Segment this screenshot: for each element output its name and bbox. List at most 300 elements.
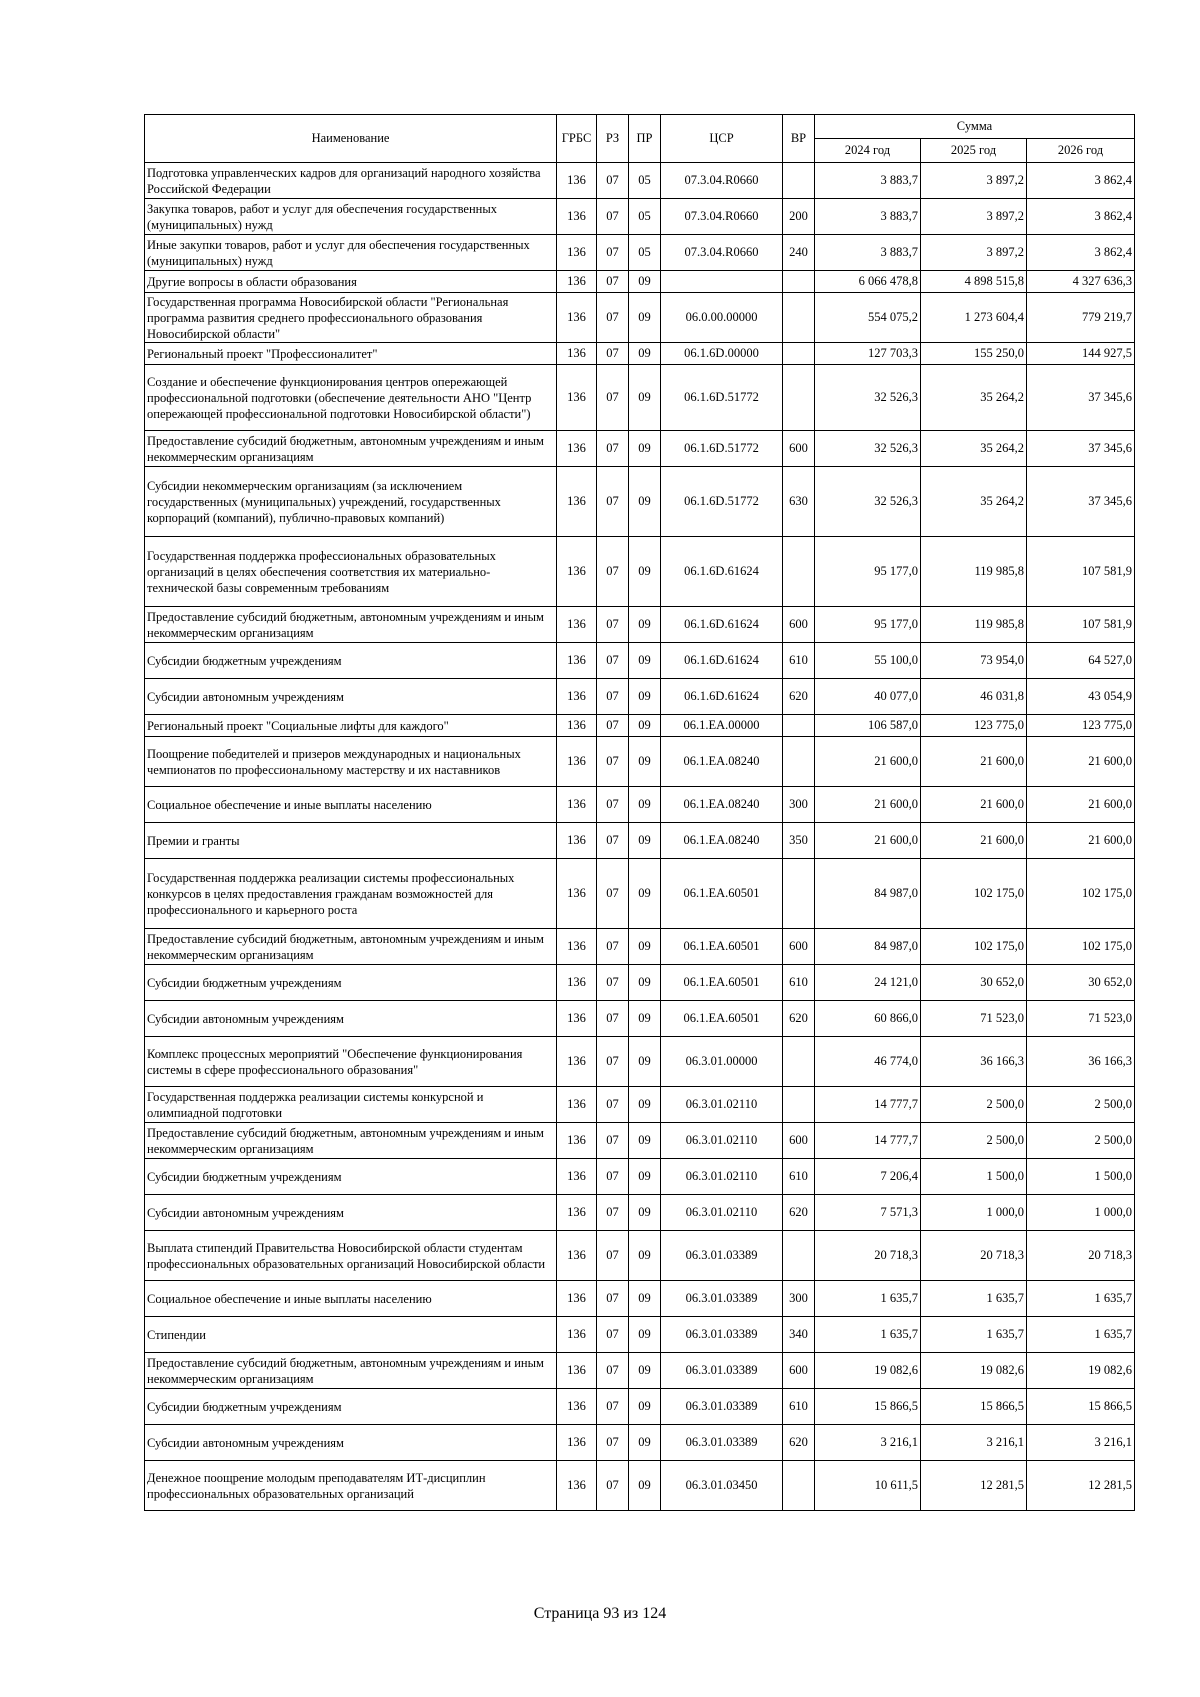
cell-name: Субсидии автономным учреждениям	[145, 679, 557, 715]
cell-pr: 09	[629, 1317, 661, 1353]
cell-sum-2026: 107 581,9	[1027, 607, 1135, 643]
cell-sum-2024: 21 600,0	[815, 737, 921, 787]
cell-sum-2025: 21 600,0	[921, 737, 1027, 787]
header-pr: ПР	[629, 115, 661, 163]
cell-sum-2025: 102 175,0	[921, 859, 1027, 929]
cell-grbs: 136	[557, 1281, 597, 1317]
cell-name: Предоставление субсидий бюджетным, автономным учреждениям и иным некоммерческим организациям	[145, 1123, 557, 1159]
cell-sum-2025: 20 718,3	[921, 1231, 1027, 1281]
cell-sum-2026: 1 000,0	[1027, 1195, 1135, 1231]
cell-sum-2024: 84 987,0	[815, 859, 921, 929]
cell-grbs: 136	[557, 537, 597, 607]
cell-pr: 09	[629, 1353, 661, 1389]
cell-name: Субсидии автономным учреждениям	[145, 1425, 557, 1461]
cell-name: Стипендии	[145, 1317, 557, 1353]
cell-rz: 07	[597, 643, 629, 679]
cell-sum-2025: 1 635,7	[921, 1281, 1027, 1317]
header-sum: Сумма	[815, 115, 1135, 139]
cell-vr: 600	[783, 1353, 815, 1389]
cell-name: Субсидии бюджетным учреждениям	[145, 1389, 557, 1425]
cell-sum-2024: 7 206,4	[815, 1159, 921, 1195]
cell-vr: 610	[783, 1159, 815, 1195]
cell-csr: 06.3.01.03389	[661, 1389, 783, 1425]
cell-sum-2026: 779 219,7	[1027, 293, 1135, 343]
cell-name: Субсидии бюджетным учреждениям	[145, 965, 557, 1001]
cell-grbs: 136	[557, 1231, 597, 1281]
cell-grbs: 136	[557, 163, 597, 199]
cell-pr: 09	[629, 823, 661, 859]
cell-name: Региональный проект "Социальные лифты для каждого"	[145, 715, 557, 737]
cell-sum-2026: 12 281,5	[1027, 1461, 1135, 1511]
cell-grbs: 136	[557, 859, 597, 929]
table-body	[145, 163, 1135, 1511]
cell-name: Субсидии некоммерческим организациям (за исключением государственных (муниципальных) учреждений, государственных корпораций (компаний), публично-правовых компаний)	[145, 467, 557, 537]
cell-sum-2026: 3 862,4	[1027, 199, 1135, 235]
cell-sum-2025: 1 273 604,4	[921, 293, 1027, 343]
cell-grbs: 136	[557, 235, 597, 271]
page-number: Страница 93 из 124	[533, 1605, 667, 1622]
cell-pr: 09	[629, 737, 661, 787]
cell-csr: 06.1.6D.00000	[661, 343, 783, 365]
cell-sum-2024: 21 600,0	[815, 823, 921, 859]
budget-table	[144, 114, 1135, 1511]
header-name: Наименование	[145, 115, 557, 163]
cell-rz: 07	[597, 1159, 629, 1195]
cell-vr: 300	[783, 1281, 815, 1317]
cell-sum-2025: 30 652,0	[921, 965, 1027, 1001]
cell-pr: 09	[629, 1195, 661, 1231]
cell-sum-2025: 3 897,2	[921, 235, 1027, 271]
cell-pr: 09	[629, 1001, 661, 1037]
cell-csr: 07.3.04.R0660	[661, 199, 783, 235]
cell-csr: 06.1.6D.61624	[661, 643, 783, 679]
table-row	[145, 679, 1135, 715]
cell-pr: 09	[629, 859, 661, 929]
cell-sum-2024: 60 866,0	[815, 1001, 921, 1037]
cell-sum-2025: 12 281,5	[921, 1461, 1027, 1511]
table-row	[145, 1195, 1135, 1231]
cell-rz: 07	[597, 537, 629, 607]
cell-sum-2025: 21 600,0	[921, 787, 1027, 823]
table-row	[145, 737, 1135, 787]
table-row	[145, 823, 1135, 859]
cell-sum-2026: 4 327 636,3	[1027, 271, 1135, 293]
cell-grbs: 136	[557, 929, 597, 965]
table-row	[145, 163, 1135, 199]
cell-vr: 610	[783, 1389, 815, 1425]
cell-vr: 620	[783, 1001, 815, 1037]
cell-name: Государственная поддержка реализации системы профессиональных конкурсов в целях предоставления гражданам возможностей для профессионального и карьерного роста	[145, 859, 557, 929]
cell-sum-2025: 102 175,0	[921, 929, 1027, 965]
cell-sum-2025: 71 523,0	[921, 1001, 1027, 1037]
table-row	[145, 715, 1135, 737]
cell-rz: 07	[597, 679, 629, 715]
cell-csr: 06.3.01.00000	[661, 1037, 783, 1087]
cell-csr: 06.3.01.02110	[661, 1087, 783, 1123]
cell-sum-2026: 15 866,5	[1027, 1389, 1135, 1425]
cell-sum-2025: 35 264,2	[921, 365, 1027, 431]
cell-name: Предоставление субсидий бюджетным, автономным учреждениям и иным некоммерческим организациям	[145, 929, 557, 965]
cell-sum-2024: 554 075,2	[815, 293, 921, 343]
cell-sum-2025: 35 264,2	[921, 431, 1027, 467]
cell-grbs: 136	[557, 1461, 597, 1511]
cell-grbs: 136	[557, 715, 597, 737]
cell-vr: 340	[783, 1317, 815, 1353]
cell-rz: 07	[597, 1087, 629, 1123]
cell-sum-2025: 4 898 515,8	[921, 271, 1027, 293]
cell-csr: 06.1.EA.60501	[661, 965, 783, 1001]
cell-rz: 07	[597, 737, 629, 787]
cell-vr: 620	[783, 1195, 815, 1231]
cell-sum-2025: 15 866,5	[921, 1389, 1027, 1425]
cell-pr: 09	[629, 965, 661, 1001]
cell-name: Региональный проект "Профессионалитет"	[145, 343, 557, 365]
cell-rz: 07	[597, 823, 629, 859]
cell-csr: 06.3.01.02110	[661, 1195, 783, 1231]
cell-csr: 06.1.6D.51772	[661, 431, 783, 467]
cell-sum-2024: 21 600,0	[815, 787, 921, 823]
cell-csr: 06.1.EA.08240	[661, 787, 783, 823]
cell-sum-2026: 144 927,5	[1027, 343, 1135, 365]
cell-pr: 09	[629, 607, 661, 643]
cell-pr: 09	[629, 1087, 661, 1123]
cell-name: Подготовка управленческих кадров для организаций народного хозяйства Российской Федерации	[145, 163, 557, 199]
cell-grbs: 136	[557, 431, 597, 467]
cell-csr: 06.1.6D.61624	[661, 607, 783, 643]
cell-name: Государственная поддержка профессиональных образовательных организаций в целях обеспечения соответствия их материально-технической базы современным требованиям	[145, 537, 557, 607]
cell-vr	[783, 343, 815, 365]
cell-rz: 07	[597, 1353, 629, 1389]
cell-pr: 09	[629, 467, 661, 537]
cell-rz: 07	[597, 929, 629, 965]
cell-csr: 06.3.01.03389	[661, 1353, 783, 1389]
cell-sum-2024: 32 526,3	[815, 431, 921, 467]
cell-sum-2025: 155 250,0	[921, 343, 1027, 365]
header-year-2025: 2025 год	[921, 139, 1027, 163]
cell-sum-2026: 21 600,0	[1027, 823, 1135, 859]
table-row	[145, 965, 1135, 1001]
table-row	[145, 1353, 1135, 1389]
cell-rz: 07	[597, 1389, 629, 1425]
table-header	[145, 115, 1135, 163]
cell-csr: 06.1.EA.08240	[661, 737, 783, 787]
table-row	[145, 199, 1135, 235]
cell-rz: 07	[597, 365, 629, 431]
table-row	[145, 365, 1135, 431]
cell-sum-2025: 73 954,0	[921, 643, 1027, 679]
cell-sum-2026: 102 175,0	[1027, 929, 1135, 965]
cell-sum-2024: 3 883,7	[815, 235, 921, 271]
header-csr: ЦСР	[661, 115, 783, 163]
cell-pr: 09	[629, 271, 661, 293]
cell-csr: 07.3.04.R0660	[661, 235, 783, 271]
table-row	[145, 787, 1135, 823]
cell-sum-2025: 119 985,8	[921, 537, 1027, 607]
cell-sum-2024: 32 526,3	[815, 365, 921, 431]
cell-rz: 07	[597, 859, 629, 929]
cell-vr	[783, 365, 815, 431]
cell-sum-2026: 2 500,0	[1027, 1087, 1135, 1123]
cell-sum-2026: 64 527,0	[1027, 643, 1135, 679]
cell-csr: 06.1.EA.08240	[661, 823, 783, 859]
cell-sum-2024: 95 177,0	[815, 537, 921, 607]
cell-vr: 600	[783, 1123, 815, 1159]
cell-grbs: 136	[557, 1159, 597, 1195]
cell-rz: 07	[597, 271, 629, 293]
cell-csr: 06.3.01.03389	[661, 1425, 783, 1461]
cell-csr: 06.1.EA.00000	[661, 715, 783, 737]
cell-sum-2024: 106 587,0	[815, 715, 921, 737]
cell-grbs: 136	[557, 607, 597, 643]
cell-grbs: 136	[557, 965, 597, 1001]
table-row	[145, 537, 1135, 607]
cell-grbs: 136	[557, 293, 597, 343]
cell-pr: 05	[629, 163, 661, 199]
cell-sum-2026: 21 600,0	[1027, 737, 1135, 787]
cell-pr: 05	[629, 199, 661, 235]
cell-sum-2025: 36 166,3	[921, 1037, 1027, 1087]
cell-vr	[783, 163, 815, 199]
cell-vr: 200	[783, 199, 815, 235]
cell-name: Субсидии бюджетным учреждениям	[145, 1159, 557, 1195]
cell-pr: 09	[629, 1425, 661, 1461]
cell-grbs: 136	[557, 467, 597, 537]
cell-sum-2025: 19 082,6	[921, 1353, 1027, 1389]
cell-name: Премии и гранты	[145, 823, 557, 859]
table-row	[145, 643, 1135, 679]
cell-csr: 06.3.01.02110	[661, 1159, 783, 1195]
cell-sum-2024: 95 177,0	[815, 607, 921, 643]
cell-name: Социальное обеспечение и иные выплаты населению	[145, 787, 557, 823]
cell-sum-2026: 37 345,6	[1027, 365, 1135, 431]
cell-sum-2025: 2 500,0	[921, 1123, 1027, 1159]
cell-sum-2024: 20 718,3	[815, 1231, 921, 1281]
cell-vr	[783, 537, 815, 607]
cell-rz: 07	[597, 1123, 629, 1159]
table-row	[145, 859, 1135, 929]
cell-name: Государственная поддержка реализации системы конкурсной и олимпиадной подготовки	[145, 1087, 557, 1123]
header-year-2026: 2026 год	[1027, 139, 1135, 163]
table-row	[145, 1037, 1135, 1087]
cell-sum-2026: 20 718,3	[1027, 1231, 1135, 1281]
cell-name: Субсидии автономным учреждениям	[145, 1195, 557, 1231]
cell-pr: 09	[629, 643, 661, 679]
cell-sum-2026: 102 175,0	[1027, 859, 1135, 929]
cell-grbs: 136	[557, 823, 597, 859]
cell-rz: 07	[597, 607, 629, 643]
cell-vr: 300	[783, 787, 815, 823]
cell-csr: 06.1.6D.51772	[661, 467, 783, 537]
cell-sum-2024: 55 100,0	[815, 643, 921, 679]
cell-name: Предоставление субсидий бюджетным, автономным учреждениям и иным некоммерческим организациям	[145, 1353, 557, 1389]
cell-csr: 06.3.01.03389	[661, 1231, 783, 1281]
cell-sum-2024: 14 777,7	[815, 1123, 921, 1159]
cell-vr: 240	[783, 235, 815, 271]
cell-sum-2024: 40 077,0	[815, 679, 921, 715]
cell-vr	[783, 1087, 815, 1123]
cell-vr	[783, 715, 815, 737]
cell-sum-2026: 3 862,4	[1027, 163, 1135, 199]
cell-pr: 09	[629, 1231, 661, 1281]
cell-sum-2025: 123 775,0	[921, 715, 1027, 737]
cell-grbs: 136	[557, 1037, 597, 1087]
cell-sum-2025: 3 897,2	[921, 163, 1027, 199]
cell-grbs: 136	[557, 643, 597, 679]
table-row	[145, 1231, 1135, 1281]
table-row	[145, 271, 1135, 293]
table-row	[145, 1281, 1135, 1317]
cell-sum-2025: 3 216,1	[921, 1425, 1027, 1461]
cell-name: Комплекс процессных мероприятий "Обеспечение функционирования системы в сфере профессионального образования"	[145, 1037, 557, 1087]
cell-sum-2024: 7 571,3	[815, 1195, 921, 1231]
cell-rz: 07	[597, 431, 629, 467]
cell-csr: 06.1.6D.51772	[661, 365, 783, 431]
cell-vr	[783, 293, 815, 343]
cell-csr: 07.3.04.R0660	[661, 163, 783, 199]
table-row	[145, 607, 1135, 643]
table-row	[145, 293, 1135, 343]
cell-sum-2024: 3 216,1	[815, 1425, 921, 1461]
cell-csr: 06.3.01.03389	[661, 1281, 783, 1317]
cell-pr: 09	[629, 365, 661, 431]
cell-sum-2026: 36 166,3	[1027, 1037, 1135, 1087]
cell-sum-2024: 32 526,3	[815, 467, 921, 537]
cell-vr: 620	[783, 679, 815, 715]
cell-csr: 06.1.6D.61624	[661, 679, 783, 715]
cell-sum-2024: 6 066 478,8	[815, 271, 921, 293]
cell-name: Выплата стипендий Правительства Новосибирской области студентам профессиональных образовательных организаций Новосибирской области	[145, 1231, 557, 1281]
cell-sum-2026: 37 345,6	[1027, 431, 1135, 467]
cell-sum-2026: 2 500,0	[1027, 1123, 1135, 1159]
cell-rz: 07	[597, 787, 629, 823]
cell-sum-2025: 35 264,2	[921, 467, 1027, 537]
cell-rz: 07	[597, 1037, 629, 1087]
cell-name: Денежное поощрение молодым преподавателям ИТ-дисциплин профессиональных образовательных организаций	[145, 1461, 557, 1511]
cell-grbs: 136	[557, 343, 597, 365]
cell-sum-2024: 10 611,5	[815, 1461, 921, 1511]
cell-rz: 07	[597, 1317, 629, 1353]
cell-sum-2024: 3 883,7	[815, 199, 921, 235]
cell-vr	[783, 1461, 815, 1511]
cell-vr	[783, 1037, 815, 1087]
header-rz: РЗ	[597, 115, 629, 163]
cell-name: Социальное обеспечение и иные выплаты населению	[145, 1281, 557, 1317]
cell-name: Предоставление субсидий бюджетным, автономным учреждениям и иным некоммерческим организациям	[145, 431, 557, 467]
header-year-2024: 2024 год	[815, 139, 921, 163]
cell-name: Предоставление субсидий бюджетным, автономным учреждениям и иным некоммерческим организациям	[145, 607, 557, 643]
table-row	[145, 929, 1135, 965]
cell-rz: 07	[597, 199, 629, 235]
cell-name: Другие вопросы в области образования	[145, 271, 557, 293]
cell-grbs: 136	[557, 679, 597, 715]
cell-rz: 07	[597, 1281, 629, 1317]
cell-rz: 07	[597, 1425, 629, 1461]
cell-pr: 09	[629, 1037, 661, 1087]
cell-grbs: 136	[557, 271, 597, 293]
cell-pr: 09	[629, 1389, 661, 1425]
table-row	[145, 467, 1135, 537]
cell-vr	[783, 737, 815, 787]
cell-sum-2026: 3 862,4	[1027, 235, 1135, 271]
cell-csr: 06.1.EA.60501	[661, 1001, 783, 1037]
cell-pr: 09	[629, 343, 661, 365]
cell-sum-2024: 84 987,0	[815, 929, 921, 965]
cell-sum-2024: 14 777,7	[815, 1087, 921, 1123]
table-row	[145, 1123, 1135, 1159]
cell-sum-2025: 46 031,8	[921, 679, 1027, 715]
cell-csr: 06.3.01.03389	[661, 1317, 783, 1353]
cell-rz: 07	[597, 163, 629, 199]
cell-csr	[661, 271, 783, 293]
cell-vr: 610	[783, 965, 815, 1001]
cell-rz: 07	[597, 715, 629, 737]
cell-pr: 09	[629, 293, 661, 343]
cell-sum-2026: 107 581,9	[1027, 537, 1135, 607]
cell-rz: 07	[597, 1461, 629, 1511]
cell-csr: 06.1.EA.60501	[661, 929, 783, 965]
cell-grbs: 136	[557, 1087, 597, 1123]
cell-grbs: 136	[557, 1123, 597, 1159]
header-vr: ВР	[783, 115, 815, 163]
cell-csr: 06.0.00.00000	[661, 293, 783, 343]
cell-name: Государственная программа Новосибирской области "Региональная программа развития среднего профессионального образования Новосибирской области"	[145, 293, 557, 343]
table-row	[145, 1317, 1135, 1353]
cell-sum-2026: 43 054,9	[1027, 679, 1135, 715]
cell-sum-2025: 119 985,8	[921, 607, 1027, 643]
cell-sum-2025: 1 635,7	[921, 1317, 1027, 1353]
cell-pr: 09	[629, 431, 661, 467]
table-row	[145, 1159, 1135, 1195]
cell-vr: 630	[783, 467, 815, 537]
cell-grbs: 136	[557, 1425, 597, 1461]
cell-rz: 07	[597, 293, 629, 343]
cell-grbs: 136	[557, 199, 597, 235]
cell-pr: 09	[629, 1281, 661, 1317]
cell-csr: 06.3.01.03450	[661, 1461, 783, 1511]
cell-pr: 09	[629, 1461, 661, 1511]
cell-pr: 05	[629, 235, 661, 271]
cell-sum-2024: 1 635,7	[815, 1317, 921, 1353]
table-row	[145, 1087, 1135, 1123]
cell-sum-2026: 1 500,0	[1027, 1159, 1135, 1195]
cell-vr: 620	[783, 1425, 815, 1461]
cell-name: Закупка товаров, работ и услуг для обеспечения государственных (муниципальных) нужд	[145, 199, 557, 235]
cell-name: Создание и обеспечение функционирования центров опережающей профессиональной подготовки (обеспечение деятельности АНО "Центр опережающей профессиональной подготовки Новосибирской области")	[145, 365, 557, 431]
cell-sum-2026: 21 600,0	[1027, 787, 1135, 823]
cell-pr: 09	[629, 715, 661, 737]
table-row	[145, 431, 1135, 467]
cell-sum-2024: 15 866,5	[815, 1389, 921, 1425]
cell-sum-2024: 46 774,0	[815, 1037, 921, 1087]
cell-sum-2024: 19 082,6	[815, 1353, 921, 1389]
cell-name: Иные закупки товаров, работ и услуг для обеспечения государственных (муниципальных) нужд	[145, 235, 557, 271]
table-row	[145, 1001, 1135, 1037]
cell-sum-2026: 19 082,6	[1027, 1353, 1135, 1389]
cell-sum-2024: 3 883,7	[815, 163, 921, 199]
cell-sum-2025: 1 000,0	[921, 1195, 1027, 1231]
cell-grbs: 136	[557, 1001, 597, 1037]
table-row	[145, 343, 1135, 365]
cell-csr: 06.3.01.02110	[661, 1123, 783, 1159]
cell-rz: 07	[597, 467, 629, 537]
cell-pr: 09	[629, 1123, 661, 1159]
cell-sum-2025: 21 600,0	[921, 823, 1027, 859]
table-row	[145, 1425, 1135, 1461]
cell-pr: 09	[629, 1159, 661, 1195]
cell-grbs: 136	[557, 1195, 597, 1231]
cell-name: Субсидии автономным учреждениям	[145, 1001, 557, 1037]
cell-name: Поощрение победителей и призеров международных и национальных чемпионатов по профессиональному мастерству и их наставников	[145, 737, 557, 787]
